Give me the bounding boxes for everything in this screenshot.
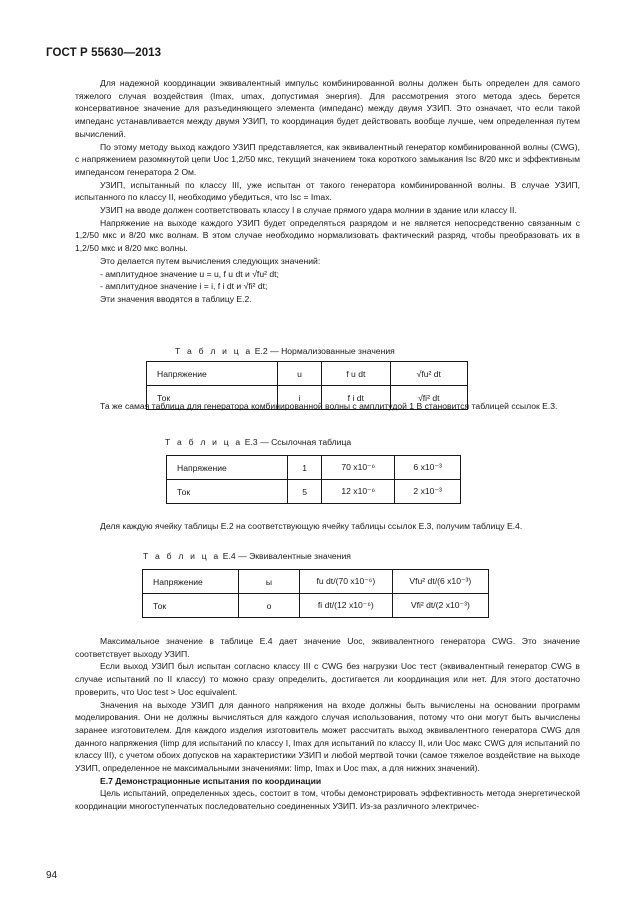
table-cell: Напряжение (167, 456, 288, 480)
table-cell: 1 (288, 456, 322, 480)
table-e3 (166, 455, 461, 504)
section-heading: E.7 Демонстрационные испытания по координации (100, 775, 322, 786)
paragraph: - амплитудное значение u = u, f u dt и √fu² dt; (100, 268, 279, 279)
table-row (167, 480, 461, 504)
paragraph: Та же самая таблица для генератора комбинированной волны с амплитудой 1 В становится таблицей ссылок E.3. (100, 401, 558, 411)
paragraph: Максимальное значение в таблице E.4 дает значение Uoc, эквивалентного генератора CWG. Это значение соответствует выходу УЗИП. (75, 636, 580, 659)
body-text-block-3 (75, 520, 580, 533)
caption-text: E.4 — Эквивалентные значения (222, 551, 351, 561)
caption-prefix: Т а б л и ц а (165, 437, 243, 447)
table-cell: Напряжение (143, 570, 239, 594)
table-cell: ы (239, 570, 300, 594)
paragraph: Если выход УЗИП был испытан согласно классу III с CWG без нагрузки Uoc тест (эквивалентный генератор CWG в случае испытаний по II классу) то можно сразу определить, достигается ли координация или нет. Для этого достаточно проверить, что Uoc test > Uoc equivalent. (75, 661, 580, 697)
paragraph: Это делается путем вычисления следующих значений: (100, 255, 321, 266)
paragraph: Эти значения вводятся в таблицу E.2. (100, 293, 252, 304)
caption-text: E.2 — Нормализованные значения (254, 346, 395, 356)
table-cell: 70 x10⁻⁶ (322, 456, 395, 480)
paragraph: По этому методу выход каждого УЗИП представляется, как эквивалентный генератор комбинированной волны (CWG), с напряжением разомкнутой цепи Uoc 1,2/50 мкс, текущий значением тока короткого замыкания Isc 8/20 мкс и эффективным импедансом генератора 2 Ом. (75, 141, 580, 177)
page-number: 94 (46, 870, 58, 881)
table-cell: √fu² dt (390, 362, 467, 386)
table-e2-caption (175, 346, 395, 356)
table-row (143, 594, 489, 618)
table-cell: 6 x10⁻³ (395, 456, 461, 480)
table-cell: 12 x10⁻⁶ (322, 480, 395, 504)
table-cell: fu dt/(70 x10⁻⁶) (300, 570, 393, 594)
table-cell: 5 (288, 480, 322, 504)
table-cell: fi dt/(12 x10⁻⁶) (300, 594, 393, 618)
caption-prefix: Т а б л и ц а (143, 551, 221, 561)
table-e4-caption (143, 551, 351, 561)
page-header: ГОСТ Р 55630—2013 (46, 47, 162, 59)
paragraph: Напряжение на выходе каждого УЗИП будет определяться разрядом и не является непосредственно связанным с 1,2/50 мкс и 8/20 мкс волнам. В этом случае необходимо нормализовать фактический разряд, чтобы преобразовать их в 1,2/50 мкс и 8/20 мкс волны. (75, 217, 580, 254)
table-row (147, 362, 468, 386)
table-cell: Vfu² dt/(6 x10⁻³) (392, 570, 488, 594)
paragraph: Значения на выходе УЗИП для данного напряжения на входе должны быть вычислены на основании программ моделирования. Они не должны вычисляться для каждого случая использования, потому что они могут быть вычислены заранее изготовителем. Для каждого изделия изготовитель может рассчитать выход эквивалентного генератора CWG для данного напряжения (Iimp для испытаний по классу I, Imax для испытаний по классу II, или Uoc макс CWG для испытаний по классу III), с учетом обоих допусков на характеристики УЗИП и любой мертвой точки (самое тяжелое воздействие на выходе УЗИП, определенное не максимальными значениями: Iimp, Imax и Uoc max, а для нижних значений). (75, 699, 580, 774)
body-text-block-1 (75, 77, 580, 306)
paragraph: Деля каждую ячейку таблицы E.2 на соответствующую ячейку таблицы ссылок E.3, получим таблицу E.4. (100, 521, 523, 531)
table-cell: √fi² dt (390, 386, 467, 410)
table-cell: Ток (143, 594, 239, 618)
table-cell: Напряжение (147, 362, 278, 386)
table-e3-caption (165, 437, 351, 447)
table-cell: о (239, 594, 300, 618)
table-e4 (142, 569, 489, 618)
table-cell: 2 x10⁻³ (395, 480, 461, 504)
paragraph: Для надежной координации эквивалентный импульс комбинированной волны должен быть определен для самого тяжелого случая воздействия (Imax, umax, допустимая энергия). Для рассмотрения этого метода здесь берется консервативное значение для разъединяющего элемента (импеданс) между двумя УЗИП. Это означает, что если такой импеданс устанавливается между двумя УЗИП, то координация будет действовать вообще лучше, чем определенная путем вычислений. (75, 78, 580, 139)
table-cell: f i dt (322, 386, 391, 410)
caption-prefix: Т а б л и ц а (175, 346, 253, 356)
body-text-block-2 (75, 400, 580, 413)
table-cell: Ток (167, 480, 288, 504)
paragraph: - амплитудное значение i = i, f i dt и √fi² dt; (100, 281, 268, 292)
paragraph: УЗИП на вводе должен соответствовать классу I в случае прямого удара молнии в здание или классу II. (100, 205, 517, 216)
table-cell: Vfi² dt/(2 x10⁻³) (392, 594, 488, 618)
table-cell: Ток (147, 386, 278, 410)
paragraph: УЗИП, испытанный по классу III, уже испытан от такого генератора комбинированной волны. В случае УЗИП, испытанного по классу II, необходимо убедиться, что Isc = Imax. (75, 179, 580, 203)
body-text-block-4 (75, 635, 580, 813)
caption-text: E.3 — Ссылочная таблица (244, 437, 352, 447)
table-cell: u (278, 362, 322, 386)
table-cell: i (278, 386, 322, 410)
paragraph: Цель испытаний, определенных здесь, состоит в том, чтобы демонстрировать эффективность метода энергетической координации многоступенчатых последовательно соединенных УЗИП. Из-за различного электричес- (75, 788, 580, 812)
table-cell: f u dt (322, 362, 391, 386)
table-row (143, 570, 489, 594)
table-row (167, 456, 461, 480)
